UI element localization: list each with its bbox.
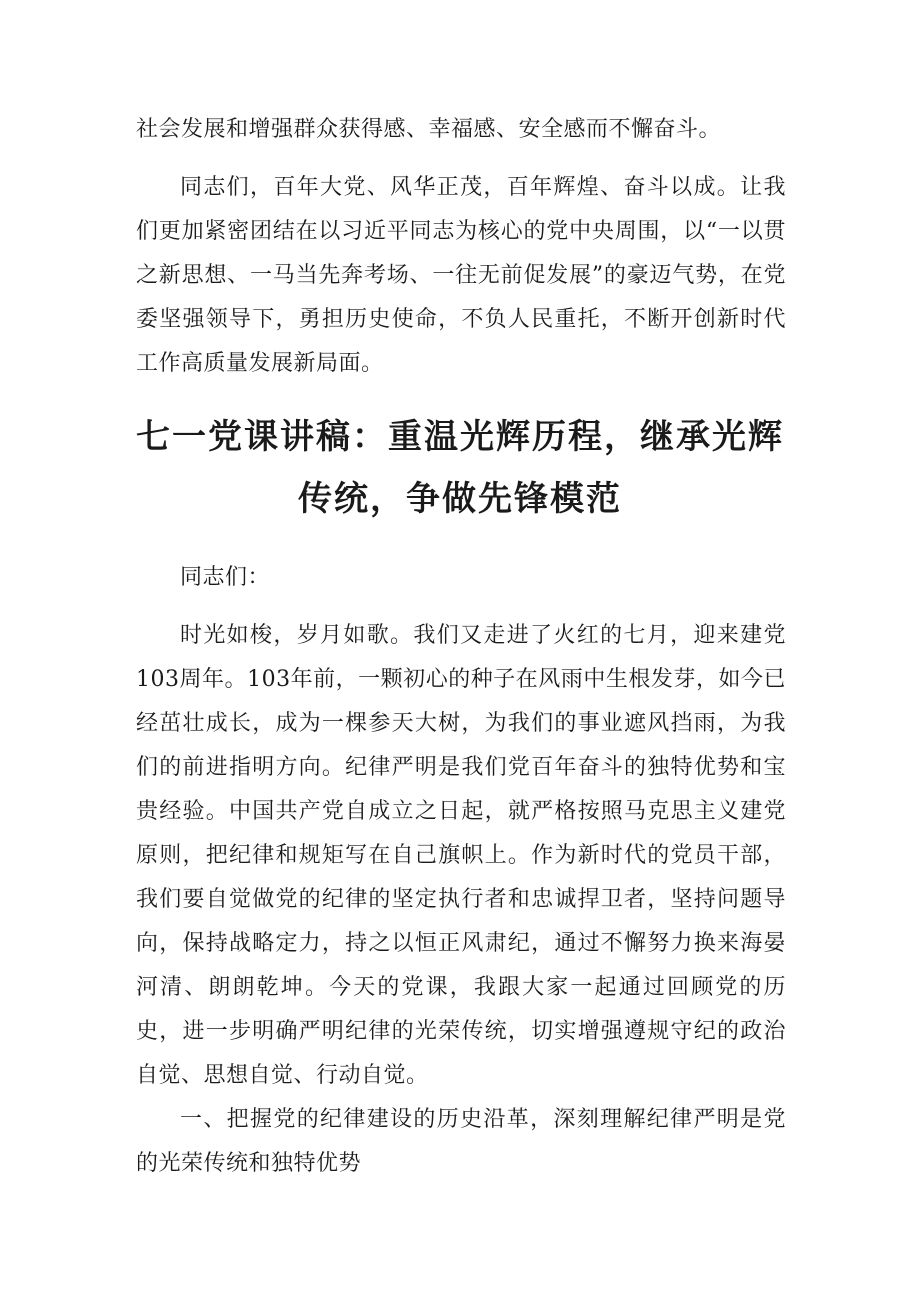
body-paragraph: 时光如梭，岁月如歌。我们又走进了火红的七月，迎来建党103周年。103年前，一颗初心的种子在风雨中生根发芽，如今已经茁壮成长，成为一棵参天大树，为我们的事业遮风挡雨，为我们的前进指明方向。纪律严明是我们党百年奋斗的独特优势和宝贵经验。中国共产党自成立之日起，就严格按照马克思主义建党原则，把纪律和规矩写在自己旗帜上。作为新时代的党员干部，我们要自觉做党的纪律的坚定执行者和忠诚捍卫者，坚持问题导向，保持战略定力，持之以恒正风肃纪，通过不懈努力换来海晏河清、朗朗乾坤。今天的党课，我跟大家一起通过回顾党的历史，进一步明确严明纪律的光荣传统，切实增强遵规守纪的政治自觉、思想自觉、行动自觉。 <box>136 623 786 1088</box>
salutation: 同志们： <box>180 565 271 590</box>
continued-paragraph: 社会发展和增强群众获得感、幸福感、安全感而不懈奋斗。 <box>136 117 722 142</box>
closing-paragraph: 同志们，百年大党、风华正茂，百年辉煌、奋斗以成。让我们更加紧密团结在以习近平同志为核心的党中央周围，以“一以贯之新思想、一马当先奔考场、一往无前促发展”的豪迈气势，在党委坚强领导下，勇担历史使命，不负人民重托，不断开创新时代工作高质量发展新局面。 <box>136 175 786 376</box>
section-heading: 一、把握党的纪律建设的历史沿革，深刻理解纪律严明是党的光荣传统和独特优势 <box>136 1107 786 1176</box>
document-title: 七一党课讲稿：重温光辉历程，继承光辉传统，争做先锋模范 <box>136 417 784 519</box>
